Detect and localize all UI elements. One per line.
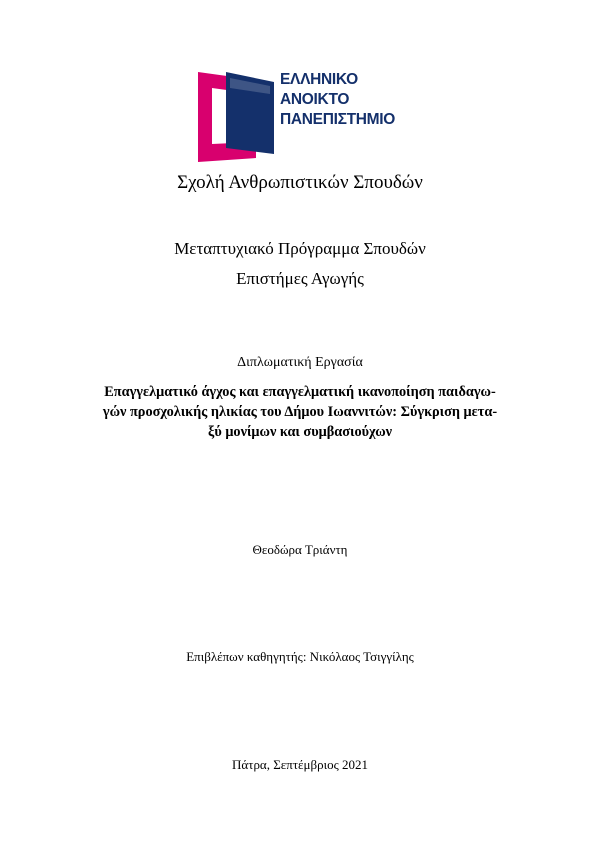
logo-line-1: ΕΛΛΗΝΙΚΟ (280, 71, 358, 88)
thesis-title-line-2: γών προσχολικής ηλικίας του Δήμου Ιωαννιτών: Σύγκριση μετα- (102, 404, 498, 420)
author-name: Θεοδώρα Τριάντη (252, 542, 348, 557)
logo-line-2: ΑΝΟΙΚΤΟ (280, 91, 350, 108)
thesis-type: Διπλωματική Εργασία (237, 355, 363, 370)
thesis-title (70, 382, 530, 442)
university-logo-wordmark (280, 70, 410, 130)
school-name: Σχολή Ανθρωπιστικών Σπουδών (177, 172, 423, 193)
university-logo (196, 70, 406, 162)
supervisor-line: Επιβλέπων καθηγητής: Νικόλαος Τσιγγίλης (186, 649, 414, 664)
program-name: Μεταπτυχιακό Πρόγραμμα Σπουδών (174, 239, 426, 258)
field-of-study: Επιστήμες Αγωγής (236, 269, 364, 288)
thesis-title-line-3: ξύ μονίμων και συμβασιούχων (207, 424, 393, 440)
place-and-date: Πάτρα, Σεπτέμβριος 2021 (232, 757, 368, 772)
university-logo-icon (196, 70, 280, 162)
logo-line-3: ΠΑΝΕΠΙΣΤΗΜΙΟ (280, 111, 396, 128)
thesis-title-line-1: Επαγγελματικό άγχος και επαγγελματική ικανοποίηση παιδαγω- (104, 384, 496, 400)
